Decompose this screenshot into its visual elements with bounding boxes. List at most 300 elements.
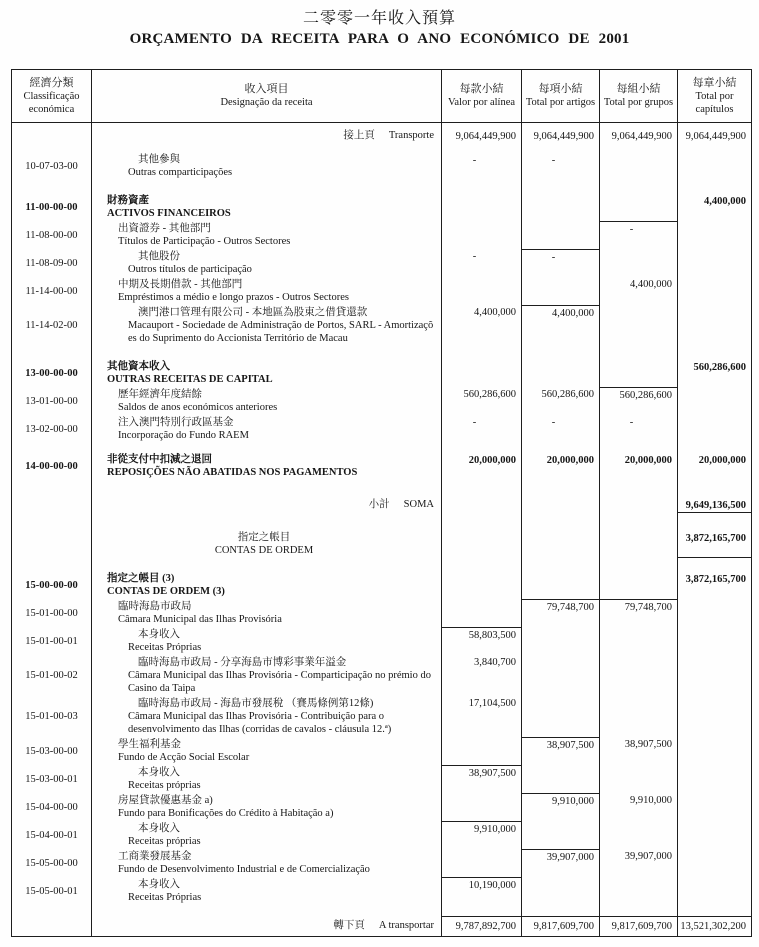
section-title-zh: 指定之帳目 — [237, 532, 291, 543]
row-code: 13-00-00-00 — [25, 368, 78, 379]
amount-grupos: 9,064,449,900 — [611, 131, 672, 142]
footer-alinea-cell — [442, 916, 522, 936]
row-alinea-cell — [442, 765, 522, 793]
row-designation-zh: 房屋貸款優惠基金 a) — [118, 795, 213, 806]
row-alinea-cell — [442, 737, 522, 765]
amount-artigos: 79,748,700 — [546, 602, 594, 613]
table-row — [12, 346, 751, 387]
row-code-cell — [12, 249, 92, 277]
amount-artigos: - — [551, 252, 556, 263]
row-grupos-cell — [600, 627, 678, 655]
amount-grupos: - — [629, 417, 634, 428]
row-grupos-cell — [600, 513, 678, 558]
row-artigos-cell — [522, 655, 600, 696]
row-designation-zh: 本身收入 — [138, 767, 180, 778]
row-artigos-cell — [522, 696, 600, 737]
row-designation-cell — [92, 599, 442, 627]
row-designation-cell — [92, 849, 442, 877]
footer-capitulos-cell — [678, 916, 751, 936]
row-code-cell — [12, 849, 92, 877]
row-designation-zh: 工商業發展基金 — [118, 851, 192, 862]
amount-artigos: 4,400,000 — [552, 308, 594, 319]
row-artigos-cell — [522, 877, 600, 905]
row-designation-pt: Outras comparticipações — [128, 167, 233, 178]
table-row — [12, 849, 751, 877]
row-alinea-cell — [442, 599, 522, 627]
row-alinea-cell — [442, 123, 522, 143]
row-code: 15-05-00-01 — [25, 885, 78, 897]
row-artigos-cell — [522, 849, 600, 877]
row-designation-zh: 臨時海島市政局 - 分享海島市博彩事業年溢金 — [138, 657, 347, 668]
spacer-cell — [678, 905, 751, 916]
row-alinea-cell — [442, 249, 522, 277]
row-code: 15-01-00-00 — [25, 607, 78, 619]
footer-artigos-cell — [522, 916, 600, 936]
row-alinea-cell — [442, 821, 522, 849]
row-designation-cell — [92, 443, 442, 480]
row-code-cell — [12, 387, 92, 415]
row-code: 15-05-00-00 — [25, 857, 78, 869]
table-row — [12, 821, 751, 849]
amount-capitulos: 4,400,000 — [704, 196, 746, 207]
amount-grupos: 9,817,609,700 — [611, 921, 672, 932]
row-code: 13-02-00-00 — [25, 423, 78, 435]
row-designation-cell — [92, 765, 442, 793]
row-grupos-cell — [600, 346, 678, 387]
row-artigos-cell — [522, 793, 600, 821]
row-alinea-cell — [442, 387, 522, 415]
row-code-cell — [12, 821, 92, 849]
column-header-designation-zh: 收入項目 — [244, 83, 289, 95]
row-grupos-cell — [600, 558, 678, 599]
amount-artigos: 560,286,600 — [541, 389, 594, 400]
amount-alinea: 17,104,500 — [468, 698, 516, 709]
row-code-cell — [12, 599, 92, 627]
row-capitulos-cell — [678, 443, 751, 480]
table-row — [12, 513, 751, 558]
row-artigos-cell — [522, 123, 600, 143]
amount-alinea: 4,400,000 — [474, 307, 516, 318]
row-designation-zh: 其他資本收入 — [107, 361, 170, 372]
row-code: 10-07-03-00 — [25, 161, 78, 172]
table-row — [12, 627, 751, 655]
row-code: 14-00-00-00 — [25, 461, 78, 472]
table-row — [12, 387, 751, 415]
row-code: 15-03-00-00 — [25, 745, 78, 757]
row-code-cell — [12, 123, 92, 143]
row-capitulos-cell — [678, 415, 751, 443]
row-grupos-cell — [600, 821, 678, 849]
table-row — [12, 143, 751, 180]
row-capitulos-cell — [678, 696, 751, 737]
amount-grupos: 38,907,500 — [624, 739, 672, 750]
row-designation-cell — [92, 558, 442, 599]
row-designation-pt: Câmara Municipal das Ilhas Provisória - Contribuição para o desenvolvimento das Ilhas (corridas de cavalos - cláusula 12.ª) — [128, 711, 392, 735]
row-capitulos-cell — [678, 877, 751, 905]
column-header-code-pt: Classificação económica — [23, 90, 80, 115]
row-artigos-cell — [522, 277, 600, 305]
row-designation-cell — [92, 180, 442, 221]
row-grupos-cell — [600, 849, 678, 877]
row-capitulos-cell — [678, 387, 751, 415]
row-code-cell — [12, 221, 92, 249]
table-row — [12, 123, 751, 143]
row-designation-zh: 臨時海島市政局 - 海島市發展稅 （賽馬條例第12條) — [138, 698, 374, 709]
row-grupos-cell — [600, 123, 678, 143]
row-alinea-cell — [442, 143, 522, 180]
row-designation-pt: CONTAS DE ORDEM (3) — [107, 586, 225, 597]
row-designation-cell — [92, 143, 442, 180]
page-title-pt: ORÇAMENTO DA RECEITA PARA O ANO ECONÓMICO DE 2001 — [129, 31, 630, 47]
column-header-capitulos-zh: 每章小結 — [692, 76, 737, 89]
row-grupos-cell — [600, 249, 678, 277]
row-label-pt: Transporte — [388, 130, 434, 141]
row-artigos-cell — [522, 765, 600, 793]
row-designation-zh: 本身收入 — [138, 879, 180, 890]
row-code-cell — [12, 415, 92, 443]
row-alinea-cell — [442, 696, 522, 737]
row-grupos-cell — [600, 793, 678, 821]
row-artigos-cell — [522, 558, 600, 599]
row-code: 15-04-00-00 — [25, 801, 78, 813]
row-artigos-cell — [522, 415, 600, 443]
row-designation-cell — [92, 387, 442, 415]
row-designation-pt: Outros títulos de participação — [128, 264, 252, 275]
table-row — [12, 558, 751, 599]
row-artigos-cell — [522, 480, 600, 513]
footer-grupos-cell — [600, 916, 678, 936]
row-code-cell — [12, 558, 92, 599]
row-code-cell — [12, 627, 92, 655]
row-artigos-cell — [522, 346, 600, 387]
row-alinea-cell — [442, 415, 522, 443]
row-capitulos-cell — [678, 180, 751, 221]
row-capitulos-cell — [678, 737, 751, 765]
table-row — [12, 655, 751, 696]
amount-alinea: 9,064,449,900 — [455, 131, 516, 142]
row-capitulos-cell — [678, 655, 751, 696]
budget-table — [11, 69, 752, 937]
column-header-grupos-pt: Total por grupos — [603, 97, 674, 108]
row-designation-pt: ACTIVOS FINANCEIROS — [107, 208, 231, 219]
row-code-cell — [12, 877, 92, 905]
row-artigos-cell — [522, 737, 600, 765]
spacer-cell — [600, 905, 678, 916]
row-designation-cell — [92, 415, 442, 443]
amount-alinea: 10,190,000 — [468, 880, 516, 891]
row-designation-zh: 臨時海島市政局 — [118, 601, 192, 612]
row-capitulos-cell — [678, 143, 751, 180]
table-body — [12, 123, 751, 905]
row-capitulos-cell — [678, 513, 751, 558]
amount-grupos: 20,000,000 — [624, 455, 672, 466]
row-artigos-cell — [522, 821, 600, 849]
amount-grupos: 9,910,000 — [630, 795, 672, 806]
row-code: 15-03-00-01 — [25, 773, 78, 785]
table-row — [12, 480, 751, 513]
row-designation-zh: 指定之帳目 (3) — [107, 573, 175, 584]
row-designation-pt: Empréstimos a médio e longo prazos - Outros Sectores — [118, 292, 349, 303]
footer-label — [92, 916, 442, 936]
row-designation-cell — [92, 277, 442, 305]
column-header-artigos — [522, 70, 600, 122]
row-code: 15-00-00-00 — [25, 580, 78, 591]
row-designation-zh: 其他股份 — [138, 251, 180, 262]
row-artigos-cell — [522, 627, 600, 655]
row-designation-pt: Títulos de Participação - Outros Sectores — [118, 236, 291, 247]
row-code: 15-01-00-03 — [25, 711, 78, 722]
row-grupos-cell — [600, 480, 678, 513]
row-code: 15-01-00-02 — [25, 670, 78, 681]
row-code: 11-14-02-00 — [25, 320, 78, 331]
row-designation-pt: Câmara Municipal das Ilhas Provisória — [118, 614, 282, 625]
row-capitulos-cell — [678, 221, 751, 249]
row-code-cell — [12, 305, 92, 346]
row-grupos-cell — [600, 221, 678, 249]
row-capitulos-cell — [678, 277, 751, 305]
column-header-alinea-pt: Valor por alínea — [447, 97, 516, 108]
row-alinea-cell — [442, 277, 522, 305]
row-grupos-cell — [600, 655, 678, 696]
column-header-artigos-zh: 每項小結 — [538, 83, 583, 95]
amount-artigos: 9,910,000 — [552, 796, 594, 807]
amount-capitulos: 9,064,449,900 — [685, 131, 746, 142]
row-capitulos-cell — [678, 123, 751, 143]
section-title-pt: CONTAS DE ORDEM — [214, 545, 314, 556]
row-code-cell — [12, 655, 92, 696]
row-designation-pt: Receitas próprias — [128, 780, 201, 791]
spacer-cell — [12, 905, 92, 916]
amount-artigos: 38,907,500 — [546, 740, 594, 751]
column-header-alinea-zh: 每款小結 — [459, 83, 504, 95]
row-code-cell — [12, 180, 92, 221]
row-code-cell — [12, 793, 92, 821]
row-designation-pt: REPOSIÇÕES NÃO ABATIDAS NOS PAGAMENTOS — [107, 467, 358, 478]
row-code-cell — [12, 737, 92, 765]
row-alinea-cell — [442, 655, 522, 696]
amount-alinea: 560,286,600 — [463, 389, 516, 400]
row-grupos-cell — [600, 443, 678, 480]
amount-alinea: - — [472, 251, 477, 262]
column-header-alinea — [442, 70, 522, 122]
row-designation-cell — [92, 123, 442, 143]
amount-capitulos: 3,872,165,700 — [685, 533, 746, 544]
row-designation-zh: 非從支付中扣減之退回 — [107, 454, 212, 465]
row-artigos-cell — [522, 143, 600, 180]
row-artigos-cell — [522, 305, 600, 346]
table-row — [12, 221, 751, 249]
spacer-cell — [92, 905, 442, 916]
row-code-cell — [12, 443, 92, 480]
row-code-cell — [12, 277, 92, 305]
row-designation-cell — [92, 513, 442, 558]
table-row — [12, 877, 751, 905]
row-artigos-cell — [522, 599, 600, 627]
table-row — [12, 277, 751, 305]
table-row — [12, 305, 751, 346]
table-row — [12, 415, 751, 443]
amount-alinea: 3,840,700 — [474, 657, 516, 668]
row-designation-pt: Saldos de anos económicos anteriores — [118, 402, 278, 413]
row-designation-cell — [92, 305, 442, 346]
row-alinea-cell — [442, 443, 522, 480]
row-artigos-cell — [522, 513, 600, 558]
amount-artigos: 20,000,000 — [546, 455, 594, 466]
row-capitulos-cell — [678, 849, 751, 877]
row-grupos-cell — [600, 599, 678, 627]
row-alinea-cell — [442, 558, 522, 599]
column-header-capitulos — [678, 70, 751, 122]
row-code-cell — [12, 696, 92, 737]
row-alinea-cell — [442, 627, 522, 655]
amount-artigos: - — [551, 417, 556, 428]
row-code: 13-01-00-00 — [25, 395, 78, 407]
row-code: 11-14-00-00 — [25, 285, 78, 297]
amount-alinea: - — [472, 417, 477, 428]
row-designation-zh: 出資證券 - 其他部門 — [118, 223, 211, 234]
row-alinea-cell — [442, 221, 522, 249]
row-alinea-cell — [442, 793, 522, 821]
row-grupos-cell — [600, 180, 678, 221]
row-code-cell — [12, 765, 92, 793]
row-designation-zh: 澳門港口管理有限公司 - 本地區為股東之借貸還款 — [138, 307, 368, 318]
row-designation-cell — [92, 696, 442, 737]
footer-spacer-row — [12, 905, 751, 916]
row-label-pt: SOMA — [403, 499, 434, 510]
footer-label-pt: A transportar — [378, 920, 434, 931]
row-alinea-cell — [442, 877, 522, 905]
row-code-cell — [12, 513, 92, 558]
column-header-designation — [92, 70, 442, 122]
row-grupos-cell — [600, 143, 678, 180]
row-capitulos-cell — [678, 765, 751, 793]
row-designation-pt: Fundo para Bonificações do Crédito à Habitação a) — [118, 808, 334, 819]
row-artigos-cell — [522, 221, 600, 249]
amount-artigos: 9,064,449,900 — [533, 131, 594, 142]
amount-capitulos: 20,000,000 — [698, 455, 746, 466]
row-designation-zh: 中期及長期借款 - 其他部門 — [118, 279, 243, 290]
row-capitulos-cell — [678, 249, 751, 277]
row-capitulos-cell — [678, 793, 751, 821]
row-grupos-cell — [600, 765, 678, 793]
amount-alinea: 9,910,000 — [474, 824, 516, 835]
amount-capitulos: 560,286,600 — [693, 362, 746, 373]
row-designation-zh: 其他參與 — [138, 154, 180, 165]
column-header-grupos — [600, 70, 678, 122]
column-header-artigos-pt: Total por artigos — [525, 97, 596, 108]
amount-artigos: 9,817,609,700 — [533, 921, 594, 932]
row-artigos-cell — [522, 387, 600, 415]
row-designation-zh: 歷年經濟年度結餘 — [118, 389, 202, 400]
amount-artigos: - — [551, 155, 556, 166]
row-designation-pt: Incorporação do Fundo RAEM — [118, 430, 249, 441]
row-alinea-cell — [442, 180, 522, 221]
amount-capitulos: 3,872,165,700 — [685, 574, 746, 585]
amount-artigos: 39,907,000 — [546, 852, 594, 863]
row-artigos-cell — [522, 180, 600, 221]
row-designation-zh: 本身收入 — [138, 629, 180, 640]
row-alinea-cell — [442, 513, 522, 558]
row-code: 15-01-00-01 — [25, 635, 78, 647]
row-code: 11-08-00-00 — [25, 229, 78, 241]
row-grupos-cell — [600, 387, 678, 415]
row-designation-cell — [92, 249, 442, 277]
column-header-capitulos-pt: Total por capítulos — [695, 90, 734, 115]
row-designation-zh: 注入澳門特別行政區基金 — [118, 417, 234, 428]
footer-code-cell — [12, 916, 92, 936]
row-code: 11-08-09-00 — [25, 257, 78, 269]
row-designation-pt: Receitas Próprias — [128, 892, 202, 903]
row-grupos-cell — [600, 877, 678, 905]
amount-alinea: 58,803,500 — [468, 630, 516, 641]
row-designation-cell — [92, 877, 442, 905]
table-row — [12, 599, 751, 627]
row-alinea-cell — [442, 849, 522, 877]
row-capitulos-cell — [678, 480, 751, 513]
row-code-cell — [12, 346, 92, 387]
row-alinea-cell — [442, 305, 522, 346]
amount-grupos: 560,286,600 — [619, 390, 672, 401]
row-designation-pt: Câmara Municipal das Ilhas Provisória - Comparticipação no prémio do Casino da Taipa — [128, 670, 431, 694]
row-designation-cell — [92, 793, 442, 821]
table-row — [12, 180, 751, 221]
footer-label-zh: 轉下頁 — [333, 920, 365, 931]
amount-grupos: 39,907,000 — [624, 851, 672, 862]
row-designation-pt: Receitas próprias — [128, 836, 201, 847]
row-designation-zh: 本身收入 — [138, 823, 180, 834]
row-grupos-cell — [600, 305, 678, 346]
row-designation-cell — [92, 480, 442, 513]
row-code-cell — [12, 480, 92, 513]
row-capitulos-cell — [678, 558, 751, 599]
spacer-cell — [442, 905, 522, 916]
row-alinea-cell — [442, 480, 522, 513]
row-designation-cell — [92, 627, 442, 655]
amount-alinea: 38,907,500 — [468, 768, 516, 779]
row-label-zh: 接上頁 — [343, 130, 375, 141]
row-designation-cell — [92, 221, 442, 249]
spacer-cell — [522, 905, 600, 916]
column-header-designation-pt: Designação da receita — [220, 97, 313, 108]
row-designation-cell — [92, 655, 442, 696]
column-header-code-zh: 經濟分類 — [29, 76, 74, 89]
row-label-zh: 小計 — [368, 499, 390, 510]
row-capitulos-cell — [678, 627, 751, 655]
table-row — [12, 765, 751, 793]
row-capitulos-cell — [678, 305, 751, 346]
row-grupos-cell — [600, 737, 678, 765]
amount-grupos: 79,748,700 — [624, 602, 672, 613]
table-footer-row — [12, 916, 751, 936]
row-capitulos-cell — [678, 599, 751, 627]
amount-grupos: 4,400,000 — [630, 279, 672, 290]
row-designation-cell — [92, 346, 442, 387]
row-designation-pt: Macauport - Sociedade de Administração de Portos, SARL - Amortizaçõ es do Suprimento do Accionista Território de Macau — [128, 320, 434, 344]
amount-alinea: 20,000,000 — [468, 455, 516, 466]
row-designation-cell — [92, 737, 442, 765]
row-designation-pt: OUTRAS RECEITAS DE CAPITAL — [107, 374, 273, 385]
row-code: 11-00-00-00 — [25, 202, 78, 213]
column-header-grupos-zh: 每組小結 — [616, 83, 661, 95]
row-capitulos-cell — [678, 821, 751, 849]
row-designation-pt: Receitas Próprias — [128, 642, 202, 653]
row-designation-pt: Fundo de Desenvolvimento Industrial e de Comercialização — [118, 864, 370, 875]
row-artigos-cell — [522, 443, 600, 480]
row-artigos-cell — [522, 249, 600, 277]
amount-capitulos: 13,521,302,200 — [680, 921, 746, 932]
row-designation-zh: 學生福利基金 — [118, 739, 181, 750]
table-row — [12, 696, 751, 737]
